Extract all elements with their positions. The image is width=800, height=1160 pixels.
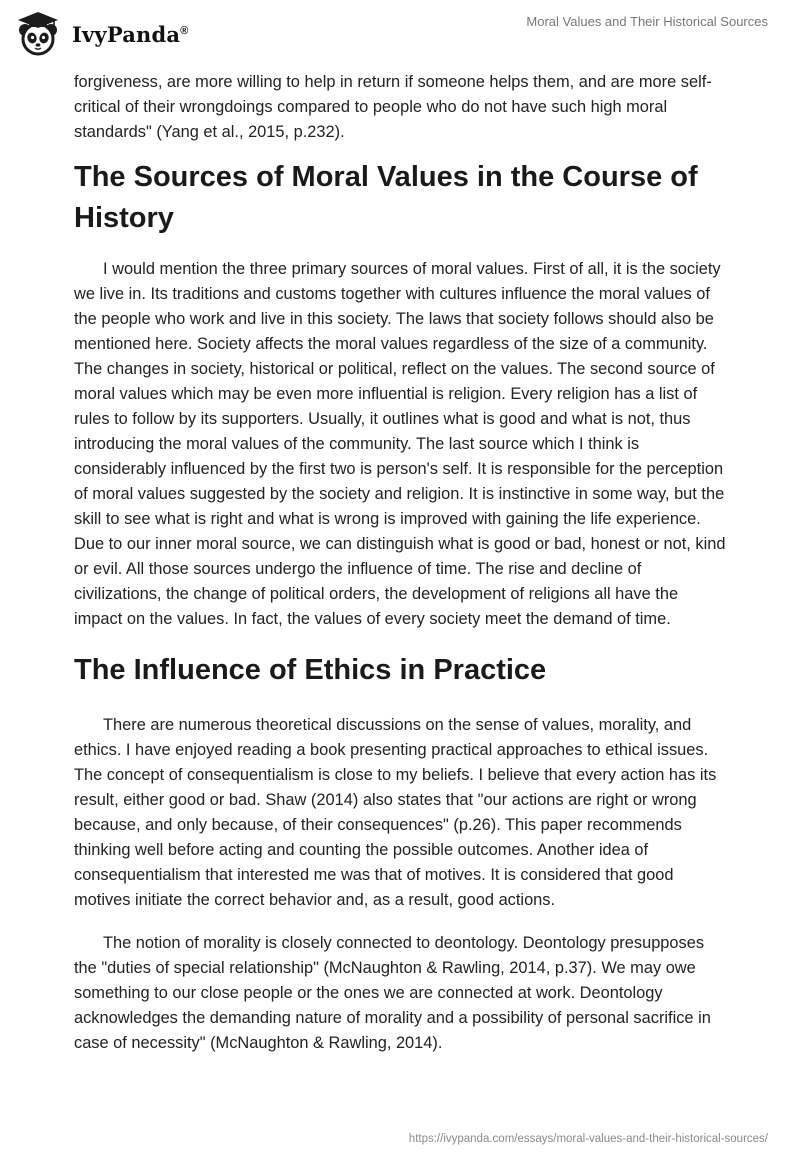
source-url[interactable]: https://ivypanda.com/essays/moral-values-and-their-historical-sources/ xyxy=(408,1133,768,1145)
ethics-paragraph-2: The notion of morality is closely connected to deontology. Deontology presupposes the "duties of special relationship" (McNaughton & Rawling, 2014, p.37). We may owe something to our close people or the ones we are connected at work. Deontology acknowledges the demanding nature of morality and a possibility of personal sacrifice in case of necessity" (McNaughton & Rawling, 2014). xyxy=(74,934,711,1052)
ethics-paragraph-1: There are numerous theoretical discussions on the sense of values, morality, and ethics. I have enjoyed reading a book presenting practical approaches to ethical issues. The concept of consequentialism is close to my beliefs. I believe that every action has its result, either good or bad. Shaw (2014) also states that "our actions are right or wrong because, and only because, of their consequences" (p.26). This paper recommends thinking well before acting and counting the possible outcomes. Another idea of consequentialism that interested me was that of motives. It is considered that good motives initiate the correct behavior and, as a result, good actions. xyxy=(74,716,717,909)
brand-logo[interactable] xyxy=(14,9,189,59)
sources-paragraph: I would mention the three primary sources of moral values. First of all, it is the society we live in. Its traditions and customs together with cultures influence the moral values of the people who work and live in this society. The laws that society follows should also be mentioned here. Society affects the moral values regardless of the size of a community. The changes in society, historical or political, reflect on the values. The second source of moral values which may be even more influential is religion. Every religion has a list of rules to follow by its supporters. Usually, it outlines what is good and what is not, thus introducing the moral values of the community. The last source which I think is considerably influenced by the first two is person's self. It is responsible for the perception of moral values suggested by the society and religion. It is instinctive in some way, but the skill to see what is right and what is wrong is improved with gaining the life experience. Due to our inner moral source, we can distinguish what is good or bad, honest or not, kind or evil. All those sources undergo the influence of time. The rise and decline of civilizations, the change of political orders, the development of religions all have the impact on the values. In fact, the values of every society meet the demand of time. xyxy=(74,260,726,628)
panda-graduation-cap-icon xyxy=(14,10,62,58)
section-heading-sources: The Sources of Moral Values in the Course of History xyxy=(74,161,698,234)
brand-name: IvyPanda® xyxy=(72,21,189,47)
essay-body xyxy=(74,70,730,1056)
intro-paragraph: forgiveness, are more willing to help in return if someone helps them, and are more self-critical of their wrongdoings compared to people who do not have such high moral standards" (Yang et al., 2015, p.232). xyxy=(74,73,712,141)
page-header xyxy=(0,0,800,66)
document-title: Moral Values and Their Historical Sources xyxy=(526,14,768,29)
section-heading-ethics: The Influence of Ethics in Practice xyxy=(74,654,547,686)
